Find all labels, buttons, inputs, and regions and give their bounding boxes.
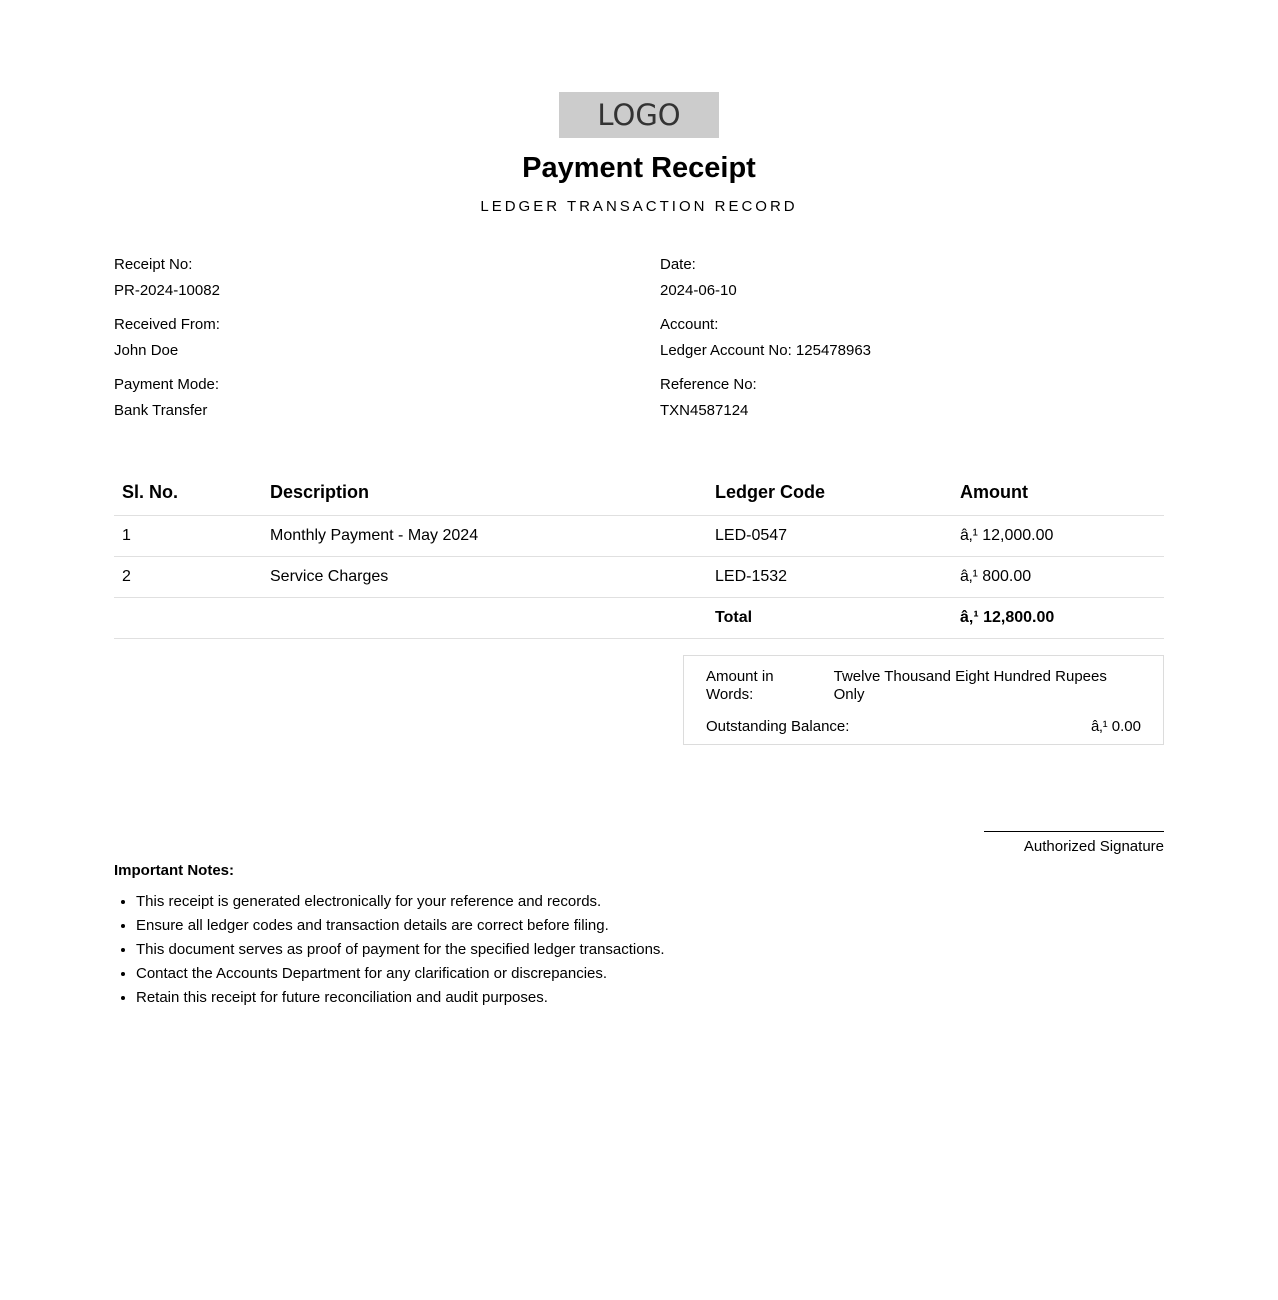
list-item: • Retain this receipt for future reconciliation and audit purposes. <box>136 989 814 1007</box>
receipt-no-field <box>114 256 660 316</box>
received-from-label: Received From: <box>114 316 220 333</box>
header-ledger-code: Ledger Code <box>707 470 952 516</box>
cell-empty <box>262 598 707 639</box>
list-item: • This receipt is generated electronically for your reference and records. <box>136 893 814 911</box>
amount-in-words-label: Amount in Words: <box>706 668 774 703</box>
page-title: Payment Receipt <box>522 152 756 184</box>
cell-sl-no: 1 <box>114 516 262 557</box>
outstanding-balance-label: Outstanding Balance: <box>706 718 850 735</box>
receipt-info <box>114 256 1164 436</box>
list-item: • Contact the Accounts Department for any clarification or discrepancies. <box>136 965 814 983</box>
cell-sl-no: 2 <box>114 557 262 598</box>
account-label: Account: <box>660 316 719 333</box>
payment-mode-value: Bank Transfer <box>114 402 208 419</box>
table-header-row <box>114 470 1164 516</box>
header-description: Description <box>262 470 707 516</box>
receipt-page <box>114 92 1164 1006</box>
receipt-no-value: PR-2024-10082 <box>114 282 220 299</box>
header-sl-no: Sl. No. <box>114 470 262 516</box>
total-amount: â‚¹ 12,800.00 <box>952 598 1164 639</box>
reference-no-field <box>660 376 1164 436</box>
page-subtitle: LEDGER TRANSACTION RECORD <box>480 198 798 215</box>
header-amount: Amount <box>952 470 1164 516</box>
table-row <box>114 557 1164 598</box>
total-row <box>114 598 1164 639</box>
outstanding-balance-row <box>706 718 1141 736</box>
notes-list <box>114 893 814 1007</box>
signature-label: Authorized Signature <box>1023 838 1164 855</box>
cell-empty <box>114 598 262 639</box>
receipt-no-label: Receipt No: <box>114 256 193 273</box>
received-from-value: John Doe <box>114 342 179 359</box>
cell-description: Service Charges <box>262 557 707 598</box>
outstanding-balance-value: â‚¹ 0.00 <box>1090 718 1141 735</box>
date-field <box>660 256 1164 316</box>
account-field <box>660 316 1164 376</box>
received-from-field <box>114 316 660 376</box>
total-label: Total <box>707 598 952 639</box>
date-value: 2024-06-10 <box>660 282 737 299</box>
important-notes <box>114 862 814 1013</box>
list-item: • This document serves as proof of payment for the specified ledger transactions. <box>136 941 814 959</box>
payment-mode-field <box>114 376 660 436</box>
logo: LOGO <box>559 92 719 138</box>
notes-title: Important Notes: <box>114 862 234 879</box>
summary-box <box>683 655 1164 745</box>
date-label: Date: <box>660 256 696 273</box>
reference-no-value: TXN4587124 <box>660 402 749 419</box>
amount-in-words-value: Twelve Thousand Eight Hundred Rupees Only <box>833 668 1107 703</box>
payment-mode-label: Payment Mode: <box>114 376 220 393</box>
table-row <box>114 516 1164 557</box>
cell-ledger-code: LED-1532 <box>707 557 952 598</box>
list-item: • Ensure all ledger codes and transaction details are correct before filing. <box>136 917 814 935</box>
signature-line <box>984 831 1164 832</box>
cell-description: Monthly Payment - May 2024 <box>262 516 707 557</box>
cell-ledger-code: LED-0547 <box>707 516 952 557</box>
receipt-header <box>114 92 1164 216</box>
ledger-table <box>114 470 1164 639</box>
signature-block <box>984 831 1164 855</box>
account-value: Ledger Account No: 125478963 <box>660 342 872 359</box>
cell-amount: â‚¹ 12,000.00 <box>952 516 1164 557</box>
amount-in-words-row <box>706 668 1141 704</box>
cell-amount: â‚¹ 800.00 <box>952 557 1164 598</box>
reference-no-label: Reference No: <box>660 376 757 393</box>
